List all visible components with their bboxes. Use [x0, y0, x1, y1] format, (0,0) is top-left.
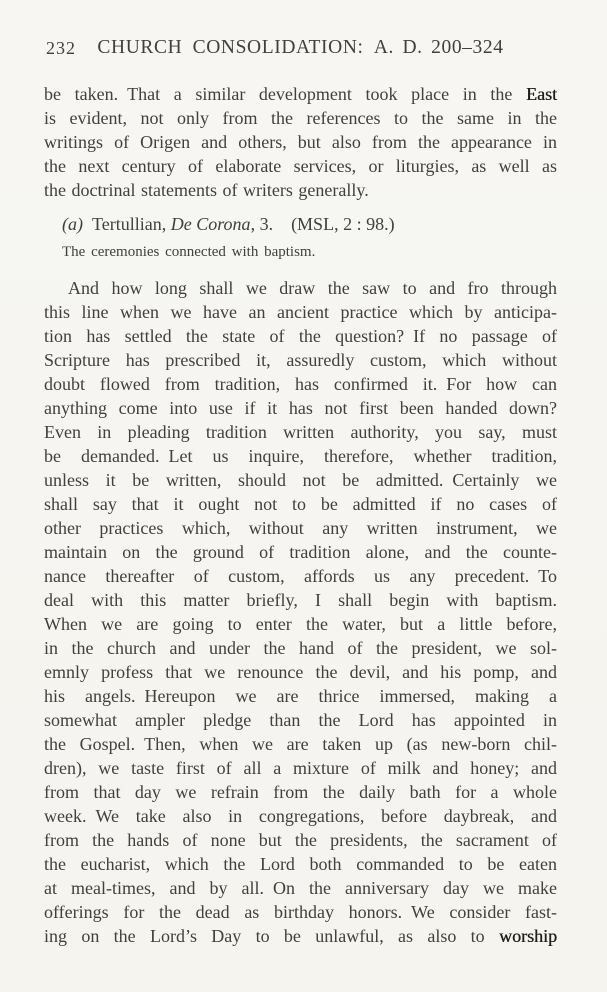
- text-line: doubt flowed from tradition, has confirmed it. For how can: [44, 374, 557, 394]
- text-line: nance thereafter of custom, affords us any precedent. To: [44, 566, 557, 586]
- text-line: tion has settled the state of the question? If no passage of: [44, 326, 557, 346]
- running-title: CHURCH CONSOLIDATION: A. D. 200–324: [97, 37, 504, 58]
- text-line: from the hands of none but the presidents, the sacrament of: [44, 830, 557, 850]
- text-line: the Gospel. Then, when we are taken up (as new-born chil-: [44, 734, 557, 754]
- text-line: is evident, not only from the references to the same in the: [44, 108, 557, 128]
- text-line: maintain on the ground of tradition alone, and the counte-: [44, 542, 557, 562]
- text-segment: be taken. That a similar development took place in the: [44, 84, 526, 104]
- text-line: the next century of elaborate services, or liturgies, as well as: [44, 156, 557, 176]
- page-number: 232: [46, 38, 76, 58]
- text-line: shall say that it ought not to be admitted if no cases of: [44, 494, 557, 514]
- text-line: And how long shall we draw the saw to and fro through: [68, 278, 557, 298]
- text-line: be demanded. Let us inquire, therefore, whether tradition,: [44, 446, 557, 466]
- text-line: When we are going to enter the water, but a little before,: [44, 614, 557, 634]
- summary-note: The ceremonies connected with baptism.: [62, 244, 316, 260]
- text-line: unless it be written, should not be admitted. Certainly we: [44, 470, 557, 490]
- text-line: Scripture has prescribed it, assuredly custom, which without: [44, 350, 557, 370]
- text-line: in the church and under the hand of the president, we sol-: [44, 638, 557, 658]
- page-header: [44, 36, 557, 60]
- text-line: the doctrinal statements of writers generally.: [44, 180, 369, 200]
- text-line: anything come into use if it has not first been handed down?: [44, 398, 557, 418]
- text-segment: ing on the Lord’s Day to be unlawful, as also to: [44, 926, 499, 946]
- text-line: week. We take also in congregations, before daybreak, and: [44, 806, 557, 826]
- text-line: emnly profess that we renounce the devil, and his pomp, and: [44, 662, 557, 682]
- intro-paragraph: [44, 82, 557, 202]
- emphasized-word: worship: [499, 926, 557, 946]
- text-line: from that day we refrain from the daily bath for a whole: [44, 782, 557, 802]
- citation-work-title: De Corona: [170, 214, 251, 234]
- text-line: deal with this matter briefly, I shall begin with baptism.: [44, 590, 557, 610]
- text-line: somewhat ampler pledge than the Lord has appointed in: [44, 710, 557, 730]
- text-line: [44, 82, 557, 106]
- text-line: the eucharist, which the Lord both commanded to be eaten: [44, 854, 557, 874]
- text-line: at meal-times, and by all. On the anniversary day we make: [44, 878, 557, 898]
- citation-reference: , 3. (MSL, 2 : 98.): [250, 214, 395, 234]
- text-line: other practices which, without any written instrument, we: [44, 518, 557, 538]
- text-line: dren), we taste first of all a mixture of milk and honey; and: [44, 758, 557, 778]
- text-line: Even in pleading tradition written authority, you say, must: [44, 422, 557, 442]
- body-paragraph: [44, 276, 557, 948]
- text-line: writings of Origen and others, but also from the appearance in: [44, 132, 557, 152]
- text-line: this line when we have an ancient practice which by anticipa-: [44, 302, 557, 322]
- text-line: [44, 924, 557, 948]
- citation-label: (a): [62, 214, 83, 234]
- citation-line: [44, 212, 557, 236]
- emphasized-word: East: [526, 84, 557, 104]
- text-line: his angels. Hereupon we are thrice immersed, making a: [44, 686, 557, 706]
- text-line: offerings for the dead as birthday honors. We consider fast-: [44, 902, 557, 922]
- citation-author: Tertullian,: [83, 214, 171, 234]
